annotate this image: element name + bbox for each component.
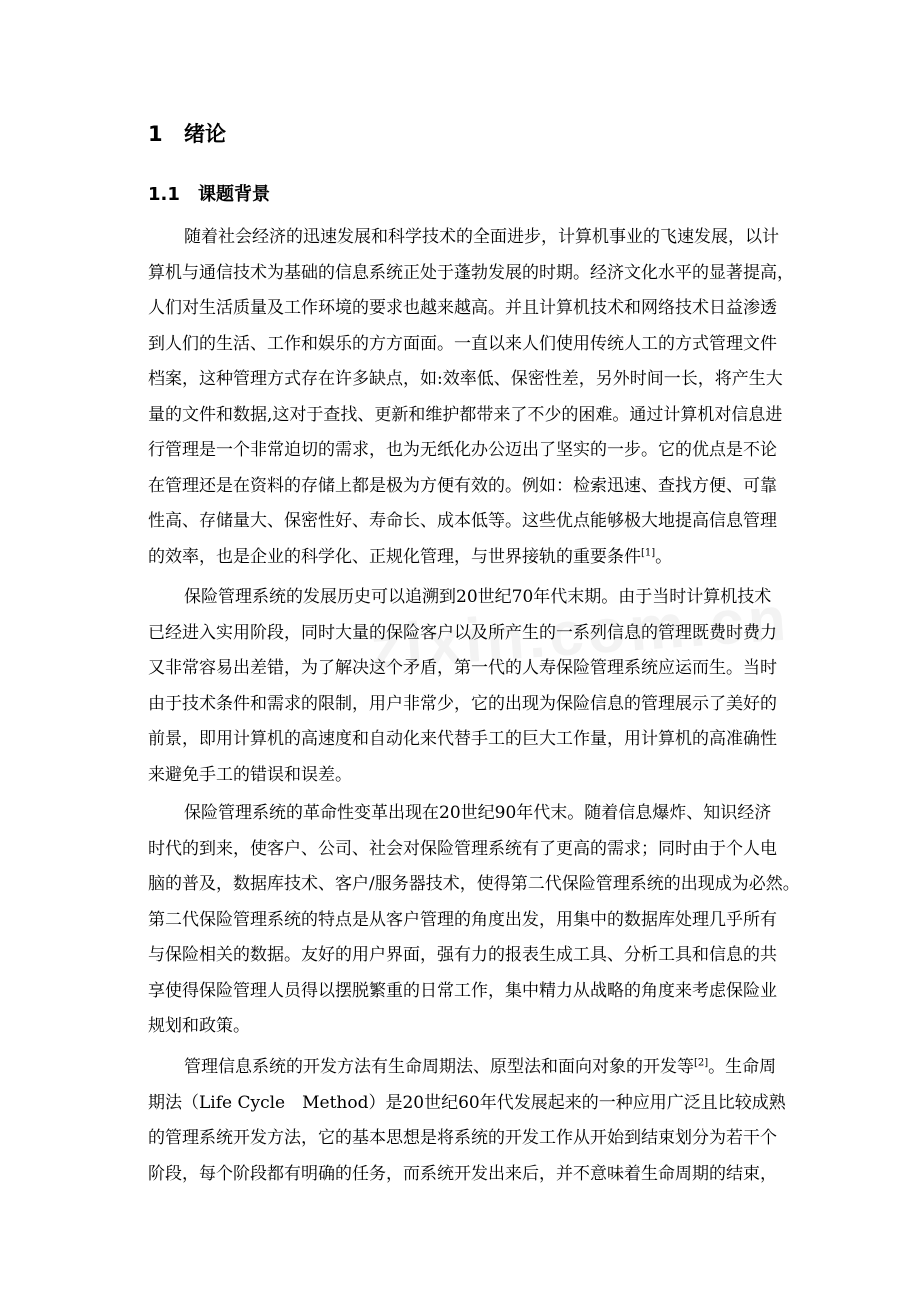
paragraph-line: 来避免手工的错误和误差。 [148, 764, 352, 785]
paragraph-line: 的管理系统开发方法，它的基本思想是将系统的开发工作从开始到结束划分为若干个 [148, 1128, 777, 1148]
paragraph-1 [148, 220, 834, 575]
paragraph-line: 人们对生活质量及工作环境的要求也越来越高。并且计算机技术和网络技术日益渗透 [148, 298, 777, 318]
paragraph-line [148, 540, 834, 576]
chapter-title: 绪论 [184, 122, 226, 146]
paragraph-line: 第二代保险管理系统的特点是从客户管理的角度出发，用集中的数据库处理几乎所有 [148, 909, 777, 930]
citation-ref[interactable]: [2] [694, 1057, 709, 1069]
paragraph-text: 。生命周 [708, 1057, 777, 1077]
chapter-number: 1 [148, 122, 163, 146]
paragraph-line: 与保险相关的数据。友好的用户界面，强有力的报表生成工具、分析工具和信息的共 [148, 945, 777, 965]
section-number: 1.1 [148, 184, 180, 205]
paragraph-line: 保险管理系统的发展历史可以追溯到20世纪70年代末期。由于当时计算机技术 [184, 587, 772, 607]
paragraph-line: 阶段，每个阶段都有明确的任务，而系统开发出来后，并不意味着生命周期的结束， [148, 1163, 777, 1184]
paragraph-line: 已经进入实用阶段，同时大量的保险客户以及所产生的一系列信息的管理既费时费力 [148, 622, 777, 643]
chapter-heading [148, 118, 226, 148]
section-heading [148, 180, 270, 206]
paragraph-text: 的效率，也是企业的科学化、正规化管理，与世界接轨的重要条件 [148, 546, 641, 567]
paragraph-line: 到人们的生活、工作和娱乐的方方面面。一直以来人们使用传统人工的方式管理文件 [148, 333, 777, 354]
paragraph-text: 管理信息系统的开发方法有生命周期法、原型法和面向对象的开发等 [184, 1057, 694, 1077]
paragraph-line: 行管理是一个非常迫切的需求，也为无纸化办公迈出了坚实的一步。它的优点是不论 [148, 440, 777, 460]
paragraph-line: 量的文件和数据,这对于查找、更新和维护都带来了不少的困难。通过计算机对信息进 [148, 404, 783, 425]
paragraph-line: 前景，即用计算机的高速度和自动化来代替手工的巨大工作量，用计算机的高准确性 [148, 729, 777, 749]
paragraph-line: 时代的到来，使客户、公司、社会对保险管理系统有了更高的需求；同时由于个人电 [148, 838, 777, 859]
paragraph-line [148, 1050, 834, 1086]
citation-ref[interactable]: [1] [641, 546, 656, 558]
paragraph-text: 。 [655, 546, 673, 567]
paragraph-line: 随着社会经济的迅速发展和科学技术的全面进步，计算机事业的飞速发展，以计 [184, 227, 779, 247]
paragraph-line: 脑的普及，数据库技术、客户/服务器技术，使得第二代保险管理系统的出现成为必然。 [148, 874, 800, 894]
paragraph-line: 性高、存储量大、保密性好、寿命长、成本低等。这些优点能够极大地提高信息管理 [148, 511, 777, 531]
paragraph-4 [148, 1050, 834, 1192]
paragraph-line: 规划和政策。 [148, 1016, 250, 1036]
paragraph-line: 在管理还是在资料的存储上都是极为方便有效的。例如：检索迅速、查找方便、可靠 [148, 475, 777, 496]
section-title: 课题背景 [198, 184, 270, 205]
paragraph-3 [148, 796, 834, 1045]
paragraph-line: 由于技术条件和需求的限制，用户非常少，它的出现为保险信息的管理展示了美好的 [148, 693, 777, 714]
paragraph-line: 算机与通信技术为基础的信息系统正处于蓬勃发展的时期。经济文化水平的显著提高， [148, 262, 794, 283]
paragraph-line: 档案，这种管理方式存在许多缺点，如:效率低、保密性差，另外时间一长，将产生大 [148, 369, 783, 389]
paragraph-line: 期法（Life Cycle Method）是20世纪60年代发展起来的一种应用广泛且比较成熟 [148, 1092, 786, 1113]
paragraph-2 [148, 580, 834, 793]
paragraph-line: 享使得保险管理人员得以摆脱繁重的日常工作，集中精力从战略的角度来考虑保险业 [148, 980, 777, 1001]
paragraph-line: 保险管理系统的革命性变革出现在20世纪90年代末。随着信息爆炸、知识经济 [184, 803, 772, 823]
paragraph-line: 又非常容易出差错，为了解决这个矛盾，第一代的人寿保险管理系统应运而生。当时 [148, 658, 777, 678]
